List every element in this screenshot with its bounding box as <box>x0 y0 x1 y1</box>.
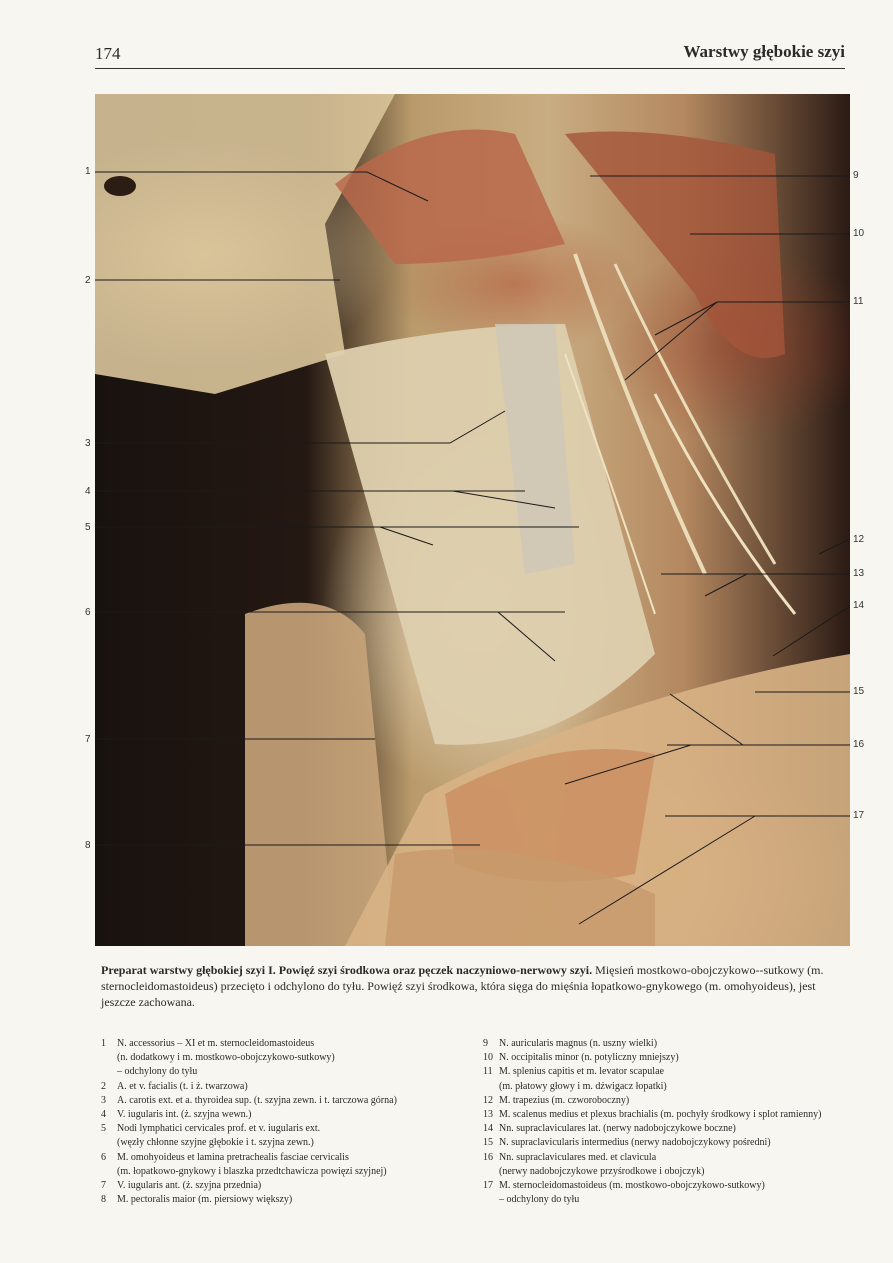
legend-text <box>499 1051 863 1065</box>
legend-line: (nerwy nadobojczykowe przyśrodkowe i obojczyk) <box>499 1165 705 1177</box>
legend-item <box>483 1122 863 1136</box>
legend-line: M. scalenus medius et plexus brachialis (m. pochyły środkowy i splot ramienny) <box>499 1109 822 1121</box>
figure-label-12: 12 <box>853 534 865 545</box>
legend-line: M. splenius capitis et m. levator scapulae <box>499 1066 664 1078</box>
figure-label-17: 17 <box>853 810 865 821</box>
legend-text <box>117 1037 481 1080</box>
legend-number: 16 <box>483 1151 493 1163</box>
legend-number: 5 <box>101 1123 106 1135</box>
legend-line: – odchylony do tyłu <box>499 1194 580 1206</box>
legend-number: 11 <box>483 1066 493 1078</box>
legend-item <box>101 1122 481 1150</box>
figure-label-10: 10 <box>853 228 865 239</box>
legend-line: N. occipitalis minor (n. potyliczny mniejszy) <box>499 1052 679 1064</box>
legend-item <box>101 1193 481 1207</box>
figure-label-5: 5 <box>85 522 91 533</box>
legend-line: N. supraclavicularis intermedius (nerwy nadobojczykowy pośredni) <box>499 1137 771 1149</box>
figure-label-1: 1 <box>85 166 91 177</box>
legend-line: M. trapezius (m. czworoboczny) <box>499 1094 630 1106</box>
legend-number: 13 <box>483 1109 493 1121</box>
figure-label-4: 4 <box>85 486 91 497</box>
legend-line: (węzły chłonne szyjne głębokie i t. szyjna zewn.) <box>117 1137 314 1149</box>
legend-text <box>499 1108 863 1122</box>
figure-label-13: 13 <box>853 568 865 579</box>
legend-line: (n. dodatkowy i m. mostkowo-obojczykowo-sutkowy) <box>117 1052 335 1064</box>
figure-label-9: 9 <box>853 170 859 181</box>
legend-left <box>101 1037 481 1207</box>
legend-number: 15 <box>483 1137 493 1149</box>
caption-title: Preparat warstwy głębokiej szyi I. Powięź szyi środkowa oraz pęczek naczyniowo-nerwowy szyi. <box>101 963 593 977</box>
legend-text <box>499 1136 863 1150</box>
legend-item <box>483 1179 863 1207</box>
legend-line: (m. płatowy głowy i m. dźwigacz łopatki) <box>499 1080 667 1092</box>
legend-line: N. accessorius – XI et m. sternocleidomastoideus <box>117 1038 315 1049</box>
legend-item <box>101 1151 481 1179</box>
legend-text <box>117 1122 481 1150</box>
legend-item <box>101 1037 481 1080</box>
legend-item <box>483 1094 863 1108</box>
legend-line: Nodi lymphatici cervicales prof. et v. iugularis ext. <box>117 1123 321 1135</box>
legend-number: 12 <box>483 1094 493 1106</box>
legend-text <box>117 1179 481 1193</box>
legend-text <box>499 1037 863 1051</box>
legend-line: N. auricularis magnus (n. uszny wielki) <box>499 1038 658 1049</box>
figure-label-16: 16 <box>853 739 865 750</box>
legend-number: 3 <box>101 1094 106 1106</box>
figure-label-3: 3 <box>85 438 91 449</box>
running-head: Warstwy głębokie szyi <box>683 42 845 61</box>
legend-item <box>483 1151 863 1179</box>
legend-line: M. omohyoideus et lamina pretrachealis fasciae cervicalis <box>117 1151 349 1163</box>
legend-line: A. carotis ext. et a. thyroidea sup. (t. szyjna zewn. i t. tarczowa górna) <box>117 1094 397 1106</box>
figure-label-6: 6 <box>85 607 91 618</box>
figure-label-15: 15 <box>853 686 865 697</box>
figure-label-11: 11 <box>853 296 864 307</box>
legend-number: 17 <box>483 1180 493 1192</box>
legend-line: Nn. supraclaviculares med. et clavicula <box>499 1151 657 1163</box>
legend-line: A. et v. facialis (t. i ż. twarzowa) <box>117 1080 248 1092</box>
legend-line: V. iugularis ant. (ż. szyjna przednia) <box>117 1180 262 1192</box>
legend-text <box>499 1122 863 1136</box>
photo-shapes <box>95 94 850 946</box>
legend-item <box>483 1136 863 1150</box>
figure-label-2: 2 <box>85 275 91 286</box>
legend-number: 2 <box>101 1080 106 1092</box>
legend-item <box>483 1051 863 1065</box>
figure-label-7: 7 <box>85 734 91 745</box>
legend-item <box>101 1080 481 1094</box>
legend-line: M. pectoralis maior (m. piersiowy większy) <box>117 1194 293 1206</box>
header-rule <box>95 68 845 69</box>
legend-line: V. iugularis int. (ż. szyjna wewn.) <box>117 1109 252 1121</box>
legend-text <box>499 1065 863 1093</box>
legend-text <box>499 1094 863 1108</box>
legend-number: 1 <box>101 1038 106 1049</box>
legend-text <box>117 1080 481 1094</box>
figure-label-14: 14 <box>853 600 865 611</box>
anatomical-photograph <box>95 94 850 946</box>
legend-line: M. sternocleidomastoideus (m. mostkowo-obojczykowo-sutkowy) <box>499 1180 765 1192</box>
legend-line: – odchylony do tyłu <box>117 1066 198 1078</box>
legend-text <box>499 1179 863 1207</box>
legend-number: 6 <box>101 1151 106 1163</box>
legend-line: Nn. supraclaviculares lat. (nerwy nadobojczykowe boczne) <box>499 1123 736 1135</box>
legend-item <box>101 1179 481 1193</box>
legend-text <box>117 1193 481 1207</box>
legend-item <box>483 1108 863 1122</box>
legend-item <box>483 1037 863 1051</box>
legend-text <box>117 1151 481 1179</box>
legend-text <box>499 1151 863 1179</box>
legend-number: 10 <box>483 1052 493 1064</box>
page-number: 174 <box>95 44 121 63</box>
figure-caption <box>101 962 846 1010</box>
caption-text: Mięsień mostkowo-obojczykowo--sutkowy (m. sternocleidomastoideus) przecięto i odchylono do tyłu. Powięź szyi środkowa, która sięga do mięśnia łopatkowo-gnykowego (m. omohyoideus), jest jeszcze zachowana. <box>101 963 824 1009</box>
legend-text <box>117 1108 481 1122</box>
legend-number: 8 <box>101 1194 106 1206</box>
legend-number: 7 <box>101 1180 106 1192</box>
legend-item <box>101 1108 481 1122</box>
legend-right <box>483 1037 863 1207</box>
legend-text <box>117 1094 481 1108</box>
legend-item <box>101 1094 481 1108</box>
figure-label-8: 8 <box>85 840 91 851</box>
legend-line: (m. łopatkowo-gnykowy i blaszka przedtchawicza powięzi szyjnej) <box>117 1165 387 1177</box>
legend-number: 9 <box>483 1038 488 1049</box>
legend-number: 14 <box>483 1123 493 1135</box>
legend-number: 4 <box>101 1109 106 1121</box>
legend-item <box>483 1065 863 1093</box>
